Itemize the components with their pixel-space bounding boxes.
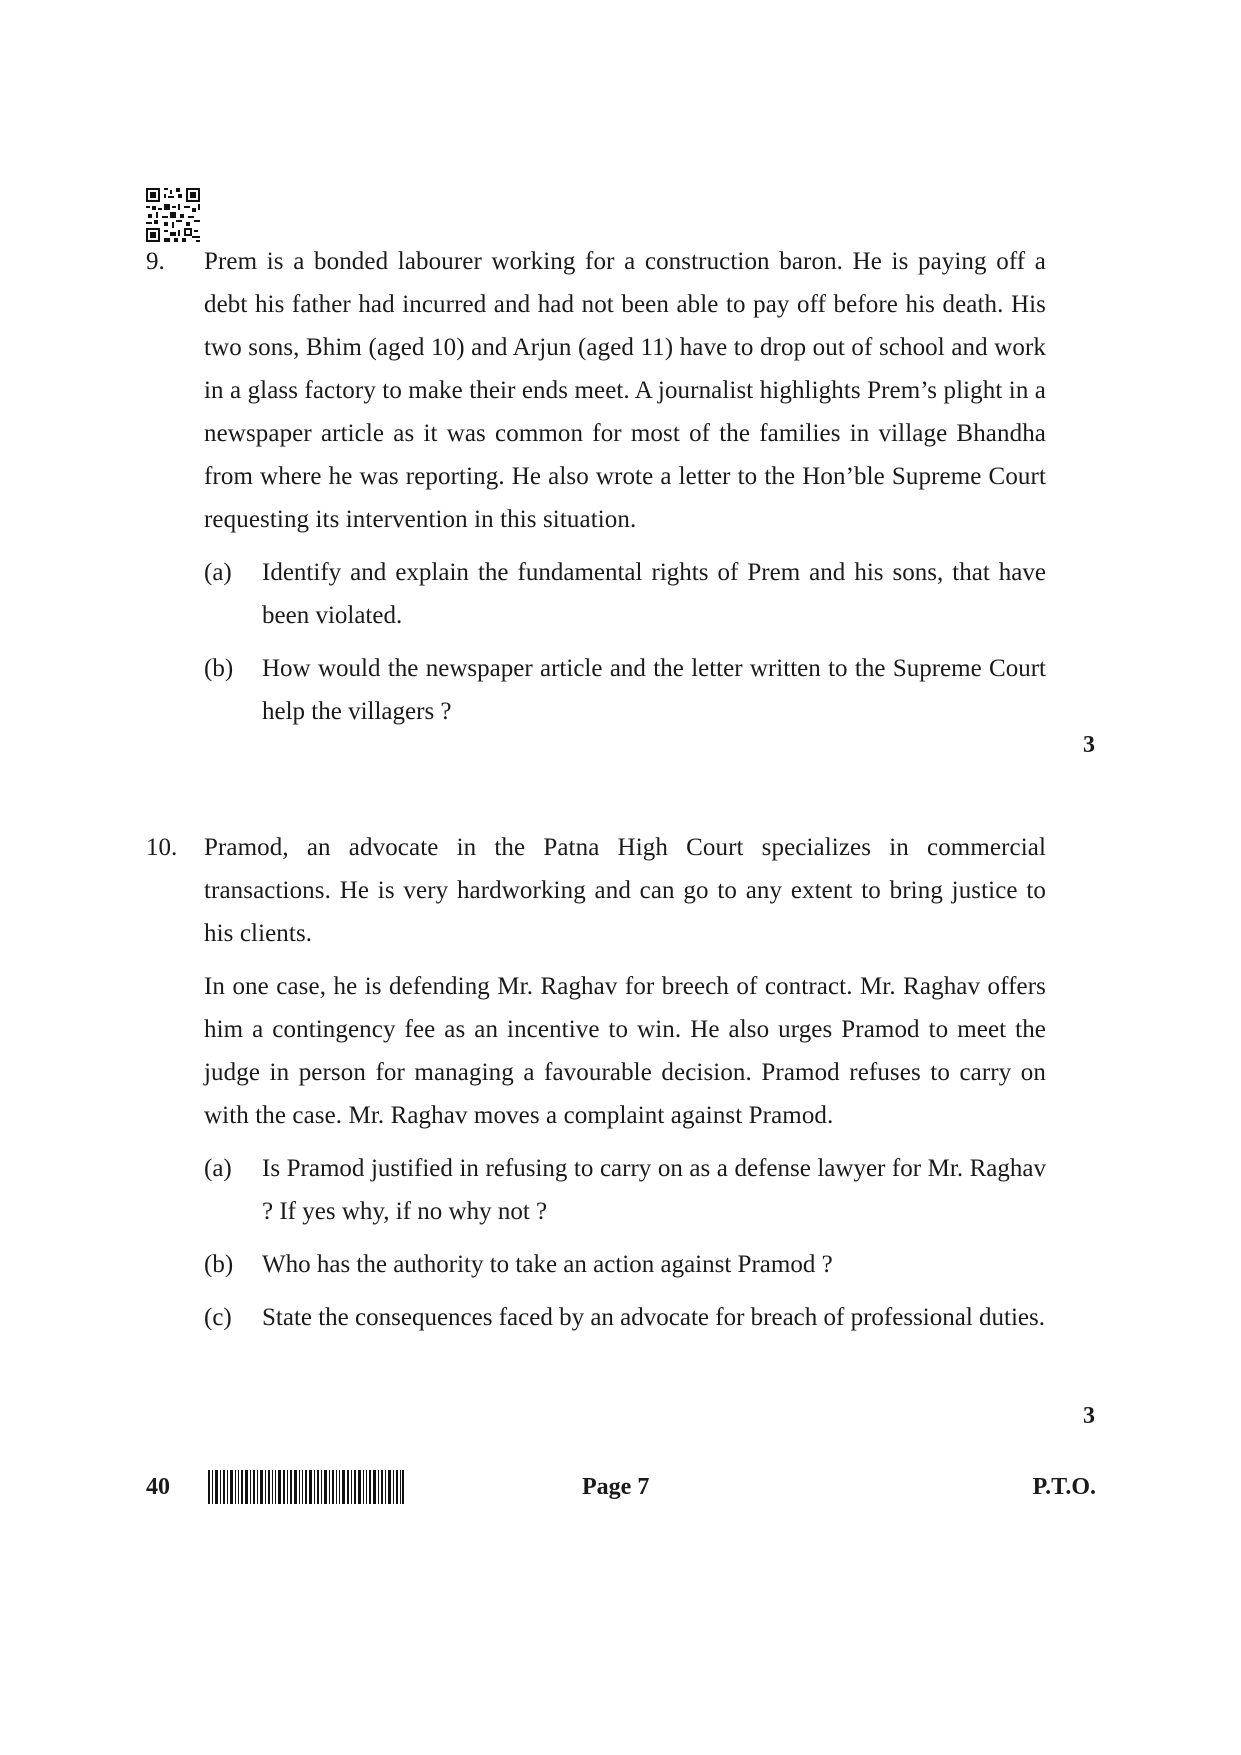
- sub-question-a: [204, 551, 1046, 637]
- question-body: [204, 240, 1046, 733]
- sub-question-label: (a): [204, 559, 232, 586]
- question-number: 10.: [146, 834, 178, 861]
- sub-question-text: Identify and explain the fundamental rights of Prem and his sons, that have been violated.: [262, 559, 1046, 629]
- sub-question-text: How would the newspaper article and the letter written to the Supreme Court help the villagers ?: [262, 655, 1046, 725]
- question-10: [146, 826, 1046, 1349]
- question-paragraph: Prem is a bonded labourer working for a construction baron. He is paying off a debt his father had incurred and had not been able to pay off before his death. His two sons, Bhim (aged 10) and Arjun (aged 11) have to drop out of school and work in a glass factory to make their ends meet. A journalist highlights Prem’s plight in a newspaper article as it was common for most of the families in village Bhandha from where he was reporting. He also wrote a letter to the Hon’ble Supreme Court requesting its intervention in this situation.: [204, 248, 1046, 533]
- page-footer: [146, 1470, 1096, 1510]
- paper-code: 40: [146, 1474, 170, 1500]
- sub-question-b: [204, 647, 1046, 733]
- sub-question-label: (c): [204, 1304, 232, 1331]
- question-paragraph: In one case, he is defending Mr. Raghav for breech of contract. Mr. Raghav offers him a contingency fee as an incentive to win. He also urges Pramod to meet the judge in person for managing a favourable decision. Pramod refuses to carry on with the case. Mr. Raghav moves a complaint against Pramod.: [204, 973, 1046, 1129]
- marks-q10: 3: [1083, 1403, 1095, 1429]
- sub-question-text: Is Pramod justified in refusing to carry on as a defense lawyer for Mr. Raghav ? If yes why, if no why not ?: [262, 1155, 1046, 1225]
- question-body: [204, 826, 1046, 1339]
- sub-question-text: Who has the authority to take an action against Pramod ?: [262, 1251, 833, 1278]
- sub-question-label: (b): [204, 655, 234, 682]
- barcode-icon: [208, 1470, 404, 1504]
- pto-label: P.T.O.: [1032, 1474, 1096, 1500]
- sub-question-label: (b): [204, 1251, 234, 1278]
- page-number: Page 7: [582, 1474, 650, 1500]
- marks-q9: 3: [1083, 732, 1095, 758]
- qr-code-icon: [146, 188, 200, 242]
- question-9: [146, 240, 1046, 743]
- question-paragraph: Pramod, an advocate in the Patna High Court specializes in commercial transactions. He is very hardworking and can go to any extent to bring justice to his clients.: [204, 834, 1046, 947]
- sub-question-label: (a): [204, 1155, 232, 1182]
- sub-question-text: State the consequences faced by an advocate for breach of professional duties.: [262, 1304, 1046, 1331]
- sub-question-a: [204, 1147, 1046, 1233]
- question-number: 9.: [146, 248, 165, 275]
- sub-question-c: [204, 1296, 1046, 1339]
- sub-question-b: [204, 1243, 1046, 1286]
